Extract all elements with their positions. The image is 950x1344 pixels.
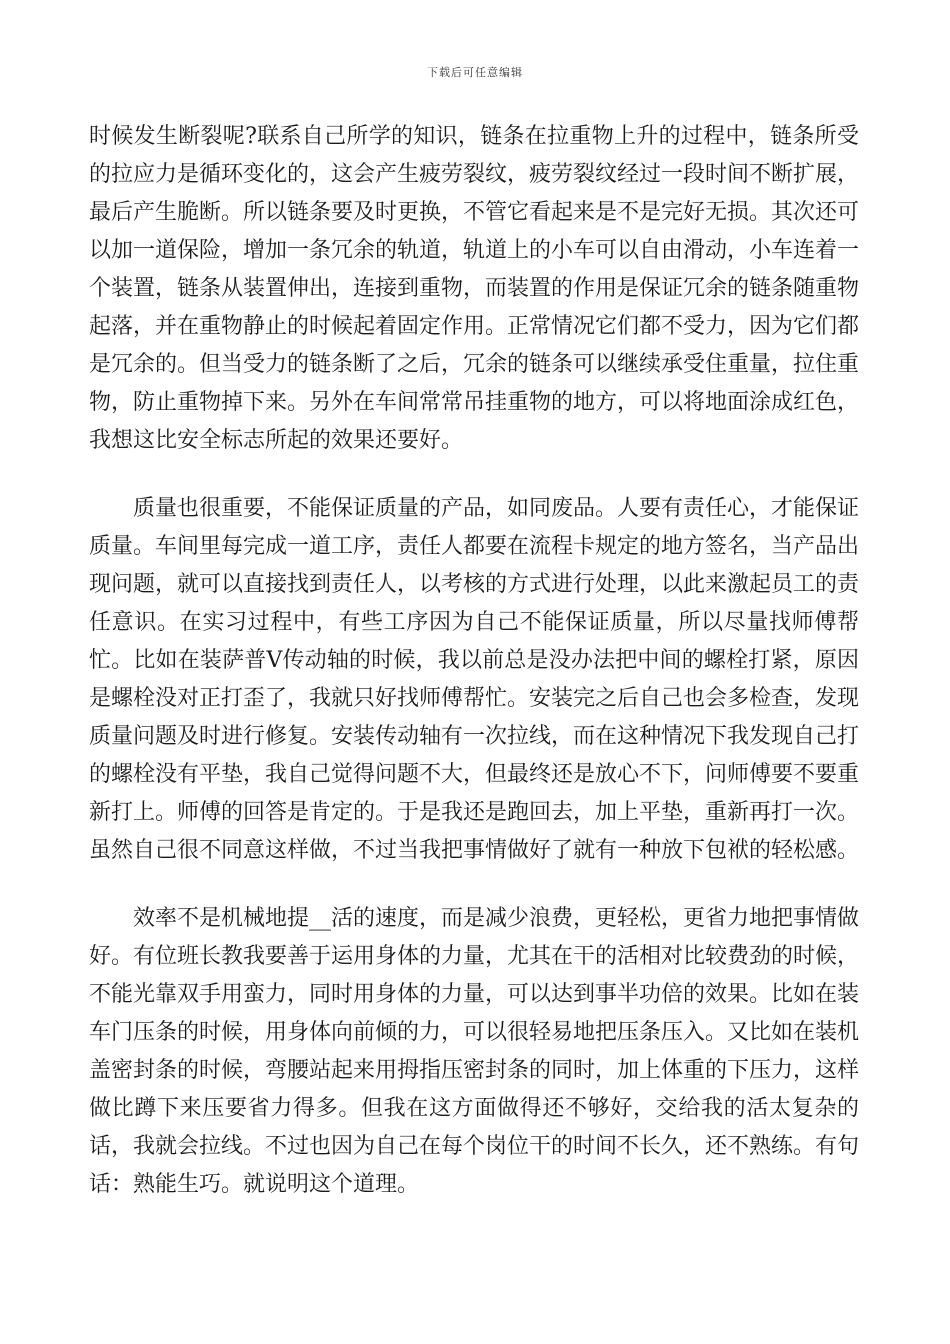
- page-header-caption: 下载后可任意编辑: [427, 66, 523, 79]
- paragraph-chain-safety: 时候发生断裂呢?联系自己所学的知识，链条在拉重物上升的过程中，链条所受的拉应力是循环变化的，这会产生疲劳裂纹，疲劳裂纹经过一段时间不断扩展，最后产生脆断。所以链条要及时更换，不管它看起来是不是完好无损。其次还可以加一道保险，增加一条冗余的轨道，轨道上的小车可以自由滑动，小车连着一个装置，链条从装置伸出，连接到重物，而装置的作用是保证冗余的链条随重物起落，并在重物静止的时候起着固定作用。正常情况它们都不受力，因为它们都是冗余的。但当受力的链条断了之后，冗余的链条可以继续承受住重量，拉住重物，防止重物掉下来。另外在车间常常吊挂重物的地方，可以将地面涂成红色，我想这比安全标志所起的效果还要好。: [89, 124, 860, 453]
- document-body: [89, 118, 859, 1204]
- paragraph-quality: 质量也很重要，不能保证质量的产品，如同废品。人要有责任心，才能保证质量。车间里每完成一道工序，责任人都要在流程卡规定的地方签名，当产品出现问题，就可以直接找到责任人，以考核的方式进行处理，以此来激起员工的责任意识。在实习过程中，有些工序因为自己不能保证质量，所以尽量找师傅帮忙。比如在装萨普V传动轴的时候，我以前总是没办法把中间的螺栓打紧，原因是螺栓没对正打歪了，我就只好找师傅帮忙。安装完之后自己也会多检查，发现质量问题及时进行修复。安装传动轴有一次拉线，而在这种情况下我发现自己打的螺栓没有平垫，我自己觉得问题不大，但最终还是放心不下，问师傅要不要重新打上。师傅的回答是肯定的。于是我还是跑回去，加上平垫，重新再打一次。虽然自己很不同意这样做，不过当我把事情做好了就有一种放下包袱的轻松感。: [89, 496, 860, 863]
- paragraph-efficiency: 效率不是机械地提__活的速度，而是减少浪费，更轻松，更省力地把事情做好。有位班长教我要善于运用身体的力量，尤其在干的活相对比较费劲的时候，不能光靠双手用蛮力，同时用身体的力量，可以达到事半功倍的效果。比如在装车门压条的时候，用身体向前倾的力，可以很轻易地把压条压入。又比如在装机盖密封条的时候，弯腰站起来用拇指压密封条的同时，加上体重的下压力，这样做比蹲下来压要省力得多。但我在这方面做得还不够好，交给我的活太复杂的话，我就会拉线。不过也因为自己在每个岗位干的时间不长久，还不熟练。有句话：熟能生巧。就说明这个道理。: [89, 906, 860, 1197]
